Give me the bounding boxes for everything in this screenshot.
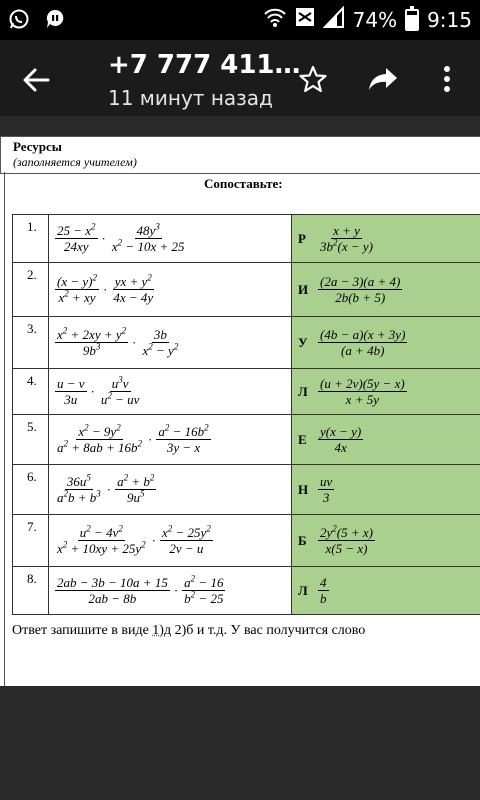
row-number: 8. [13,567,49,615]
resources-row [0,136,480,174]
signal-icon [323,6,345,33]
star-icon[interactable] [296,62,330,96]
expression: $\frac{u - v}{3u}$ · $\frac{u^3v}{u^2 - uv}$ [49,369,292,415]
whatsapp-icon [8,8,30,30]
expression: $\frac{36u^5}{a^2b + b^3}$ · $\frac{a^2 + b^2}{9u^5}$ [49,465,292,515]
timestamp-subtitle: 11 минут назад [108,86,273,110]
answer-cell: Е $\frac{y(x - y)}{4x}$ [292,415,480,465]
table-row [13,465,480,515]
resources-note: (заполняется учителем) [13,155,137,169]
status-bar [0,0,480,40]
answer-letter: Р [298,230,306,246]
answer-cell: У $\frac{(4b - a)(x + 3y)}{(a + 4b)}$ [292,317,480,369]
answer-letter: Л [298,383,308,399]
matching-table [12,214,480,615]
row-number: 7. [13,515,49,567]
answer-letter: И [298,281,309,297]
chat-bubble-icon [44,8,66,30]
answer-cell: Л $\frac{(u + 2v)(5y - x)}{x + 5y}$ [292,369,480,415]
battery-percent: 74% [352,7,398,32]
expression: $\frac{25 - x^2}{24xy}$ · $\frac{48y^3}{x^2 - 10x + 25}$ [49,215,292,263]
document-image [0,136,480,686]
answer-cell: И $\frac{(2a - 3)(a + 4)}{2b(b + 5)}$ [292,263,480,317]
expression: $\frac{x^2 - 9y^2}{a^2 + 8ab + 16b^2}$ · $\frac{a^2 - 16b^2}{3y - x}$ [49,415,292,465]
more-options-icon[interactable] [430,62,464,96]
share-forward-icon[interactable] [366,62,400,96]
back-arrow-icon[interactable] [20,64,52,96]
instruction-part: Ответ запишите в виде [12,623,153,638]
answer-letter: У [298,334,308,350]
app-bar [0,40,480,116]
table-row [13,515,480,567]
instruction-text [12,623,365,639]
expression: $\frac{2ab - 3b - 10a + 15}{2ab - 8b}$ · $\frac{a^2 - 16}{b^2 - 25}$ [49,567,292,615]
row-number: 2. [13,263,49,317]
row-number: 1. [13,215,49,263]
table-row [13,317,480,369]
answer-cell: Б $\frac{2y^2(5 + x)}{x(5 - x)}$ [292,515,480,567]
row-number: 5. [13,415,49,465]
wifi-icon [263,6,287,33]
table-row [13,415,480,465]
row-number: 6. [13,465,49,515]
instruction-part: 2)б и т.д. У вас получится слово [171,623,366,638]
resources-heading: Ресурсы [13,139,62,154]
row-number: 3. [13,317,49,369]
table-row [13,369,480,415]
expression: $\frac{u^2 - 4v^2}{x^2 + 10xy + 25y^2}$ · $\frac{x^2 - 25y^2}{2v - u}$ [49,515,292,567]
clock: 9:15 [427,7,472,32]
answer-letter: Н [298,481,309,497]
answer-cell: Р $\frac{x + y}{3b^2(x - y)}$ [292,215,480,263]
answer-cell: Н $\frac{uv}{3}$ [292,465,480,515]
table-row [13,263,480,317]
table-row [13,567,480,615]
row-number: 4. [13,369,49,415]
contact-title: +7 777 411… [108,50,301,80]
expression: $\frac{(x - y)^2}{x^2 + xy}$ · $\frac{yx + y^2}{4x - 4y}$ [49,263,292,317]
match-heading: Сопоставьте: [204,176,283,191]
expression: $\frac{x^2 + 2xy + y^2}{9b^3}$ · $\frac{3b}{x^2 - y^2}$ [49,317,292,369]
answer-letter: Л [298,582,308,598]
table-row [13,215,480,263]
answer-letter: Б [298,532,307,548]
message-envelope-icon [295,7,315,32]
battery-icon [405,9,419,31]
answer-cell: Л $\frac{4}{b}$ [292,567,480,615]
instruction-example: 1)д [152,623,172,638]
answer-letter: Е [298,431,307,447]
